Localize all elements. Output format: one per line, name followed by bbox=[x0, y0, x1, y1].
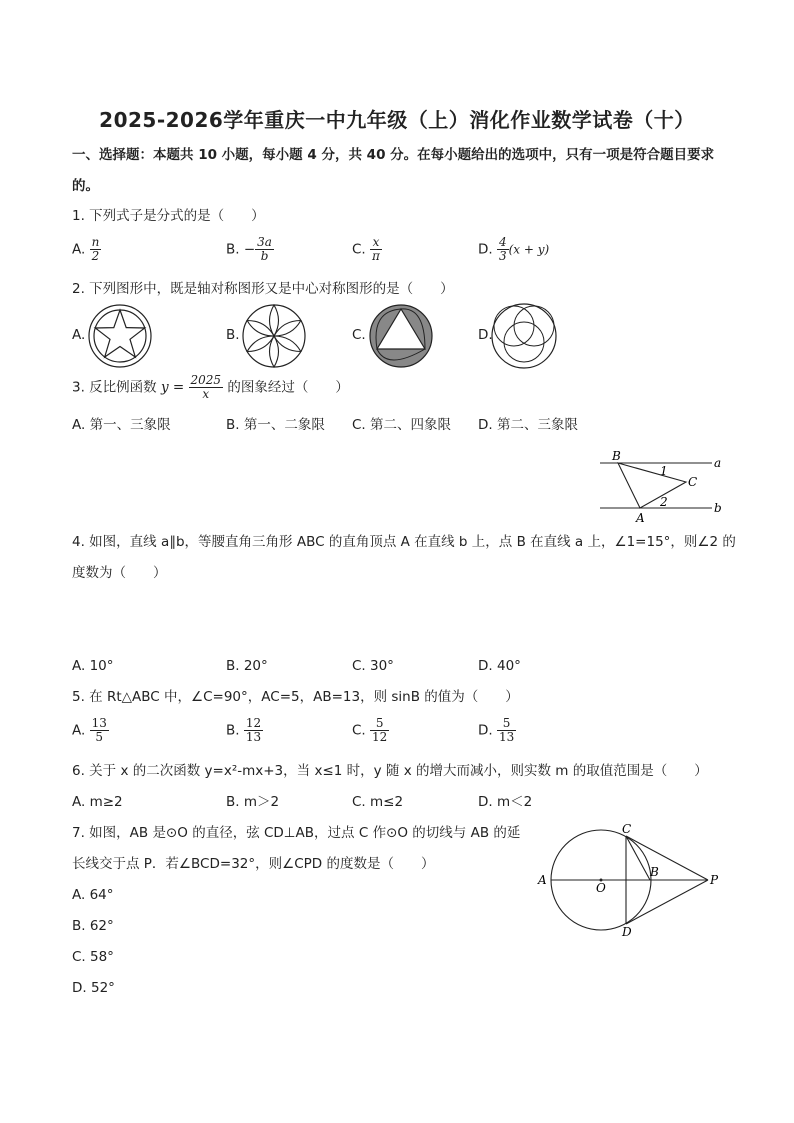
q4-option-c[interactable]: C. 30° bbox=[352, 658, 394, 674]
q7-fig-label-D: D bbox=[622, 925, 632, 939]
q4-fig-label-A: A bbox=[636, 511, 645, 525]
q5-option-a-fraction bbox=[90, 717, 109, 744]
circle-flower-figure bbox=[241, 303, 307, 369]
q4-stem-line1: 4. 如图，直线 a∥b，等腰直角三角形 ABC 的直角顶点 A 在直线 b 上，点 B 在直线 a 上，∠1=15°，则∠2 的 bbox=[72, 534, 736, 550]
q2-option-d-label[interactable]: D. bbox=[478, 327, 493, 343]
q4-fig-label-C: C bbox=[688, 475, 698, 489]
q7-option-a[interactable]: A. 64° bbox=[72, 887, 114, 903]
section-header-line2: 的。 bbox=[72, 178, 99, 194]
q6-option-b[interactable]: B. m＞2 bbox=[226, 794, 280, 810]
q1-d-den: 3 bbox=[498, 249, 507, 263]
q5-a-den: 5 bbox=[95, 730, 104, 744]
q1-c-num: x bbox=[370, 236, 382, 250]
q7-fig-label-P: P bbox=[710, 873, 719, 887]
q3-stem bbox=[72, 374, 349, 401]
q4-fig-label-1: 1 bbox=[660, 464, 668, 478]
q4-fig-label-2: 2 bbox=[660, 495, 668, 509]
section-header-line1: 一、选择题：本题共 10 小题，每小题 4 分，共 40 分。在每小题给出的选项中，只有一项是符合题目要求 bbox=[72, 147, 715, 163]
q3-fraction bbox=[189, 374, 224, 401]
q7-option-b[interactable]: B. 62° bbox=[72, 918, 114, 934]
q3-option-c[interactable]: C. 第二、四象限 bbox=[352, 417, 452, 433]
q7-fig-label-C: C bbox=[622, 822, 632, 836]
q1-d-num: 4 bbox=[498, 235, 507, 249]
q5-c-num: 5 bbox=[370, 717, 389, 731]
q5-option-a-label: A. bbox=[72, 722, 86, 739]
page-title: 2025-2026学年重庆一中九年级（上）消化作业数学试卷（十） bbox=[99, 108, 695, 132]
q7-fig-label-B: B bbox=[650, 865, 659, 879]
q1-option-a-fraction bbox=[90, 236, 102, 263]
three-circles-figure bbox=[490, 302, 558, 370]
q1-b-num: 3a bbox=[257, 235, 272, 249]
q6-option-a[interactable]: A. m≥2 bbox=[72, 794, 123, 810]
q1-d-tail: (x + y) bbox=[508, 242, 550, 257]
q4-fig-label-b: b bbox=[714, 501, 722, 515]
q6-option-d[interactable]: D. m＜2 bbox=[478, 794, 533, 810]
q1-c-den: π bbox=[372, 249, 380, 263]
q5-option-b-fraction bbox=[244, 717, 263, 744]
q1-option-c[interactable] bbox=[352, 236, 382, 263]
q2-stem: 2. 下列图形中，既是轴对称图形又是中心对称图形的是（ ） bbox=[72, 281, 454, 297]
q3-stem-pre: 3. 反比例函数 bbox=[72, 379, 157, 396]
q5-b-num: 12 bbox=[245, 716, 262, 730]
q3-num: 2025 bbox=[190, 373, 222, 387]
q7-option-d[interactable]: D. 52° bbox=[72, 980, 115, 996]
q1-a-num: n bbox=[91, 235, 100, 249]
q1-option-d-label: D. bbox=[478, 241, 493, 258]
q4-option-d[interactable]: D. 40° bbox=[478, 658, 521, 674]
q5-option-b[interactable] bbox=[226, 717, 263, 744]
q1-option-a-label: A. bbox=[72, 241, 86, 258]
q1-option-c-label: C. bbox=[352, 241, 366, 258]
parallel-lines-triangle-figure bbox=[596, 448, 726, 528]
q1-b-den: b bbox=[260, 249, 269, 263]
q5-option-d-fraction bbox=[497, 717, 516, 744]
q2-option-c-label[interactable]: C. bbox=[352, 327, 366, 343]
q1-option-b[interactable] bbox=[226, 236, 274, 263]
q5-option-c-label: C. bbox=[352, 722, 366, 739]
q5-option-d-label: D. bbox=[478, 722, 493, 739]
q5-d-den: 13 bbox=[498, 730, 515, 744]
q3-den: x bbox=[202, 387, 210, 401]
q4-fig-label-a: a bbox=[714, 456, 722, 470]
q3-y-eq: y = bbox=[160, 379, 185, 396]
triangle-arcs-figure bbox=[367, 301, 435, 369]
q1-option-b-label: B. bbox=[226, 241, 240, 258]
q1-b-sign: − bbox=[243, 241, 256, 258]
q5-option-b-label: B. bbox=[226, 722, 240, 739]
q1-option-a[interactable] bbox=[72, 236, 101, 263]
q7-stem-line1: 7. 如图，AB 是⊙O 的直径，弦 CD⊥AB，过点 C 作⊙O 的切线与 AB 的延 bbox=[72, 825, 521, 841]
q5-d-num: 5 bbox=[497, 717, 516, 731]
q2-option-b-label[interactable]: B. bbox=[226, 327, 240, 343]
q5-c-den: 12 bbox=[372, 730, 388, 744]
q5-option-c-fraction bbox=[370, 717, 389, 744]
q3-stem-post: 的图象经过（ ） bbox=[227, 379, 349, 396]
circle-star-figure bbox=[87, 303, 153, 369]
q7-option-c[interactable]: C. 58° bbox=[72, 949, 114, 965]
q3-option-a[interactable]: A. 第一、三象限 bbox=[72, 417, 171, 433]
q5-option-d[interactable] bbox=[478, 717, 516, 744]
q5-b-den: 13 bbox=[245, 730, 262, 744]
q5-stem: 5. 在 Rt△ABC 中，∠C=90°，AC=5，AB=13，则 sinB 的值为（ ） bbox=[72, 689, 519, 705]
q1-a-den: 2 bbox=[91, 249, 100, 263]
q6-option-c[interactable]: C. m≤2 bbox=[352, 794, 404, 810]
q4-option-a[interactable]: A. 10° bbox=[72, 658, 114, 674]
q2-option-a-label[interactable]: A. bbox=[72, 327, 86, 343]
q4-fig-label-B: B bbox=[612, 449, 621, 463]
q5-option-a[interactable] bbox=[72, 717, 109, 744]
q7-stem-line2: 长线交于点 P．若∠BCD=32°，则∠CPD 的度数是（ ） bbox=[72, 856, 435, 872]
q3-option-b[interactable]: B. 第一、二象限 bbox=[226, 417, 325, 433]
q5-a-num: 13 bbox=[91, 716, 107, 730]
q4-stem-line2: 度数为（ ） bbox=[72, 565, 167, 581]
q7-fig-label-O: O bbox=[596, 881, 606, 895]
q7-fig-label-A: A bbox=[538, 873, 547, 887]
q1-option-b-fraction bbox=[255, 236, 274, 263]
q1-option-d-fraction bbox=[497, 236, 509, 263]
circle-tangent-figure bbox=[536, 820, 724, 940]
q4-option-b[interactable]: B. 20° bbox=[226, 658, 268, 674]
q5-option-c[interactable] bbox=[352, 717, 389, 744]
q1-stem: 1. 下列式子是分式的是（ ） bbox=[72, 208, 265, 224]
q1-option-d[interactable] bbox=[478, 236, 549, 263]
q6-stem: 6. 关于 x 的二次函数 y=x²-mx+3，当 x≤1 时，y 随 x 的增大而减小，则实数 m 的取值范围是（ ） bbox=[72, 763, 708, 779]
q3-option-d[interactable]: D. 第二、三象限 bbox=[478, 417, 578, 433]
q1-option-c-fraction bbox=[370, 236, 382, 263]
